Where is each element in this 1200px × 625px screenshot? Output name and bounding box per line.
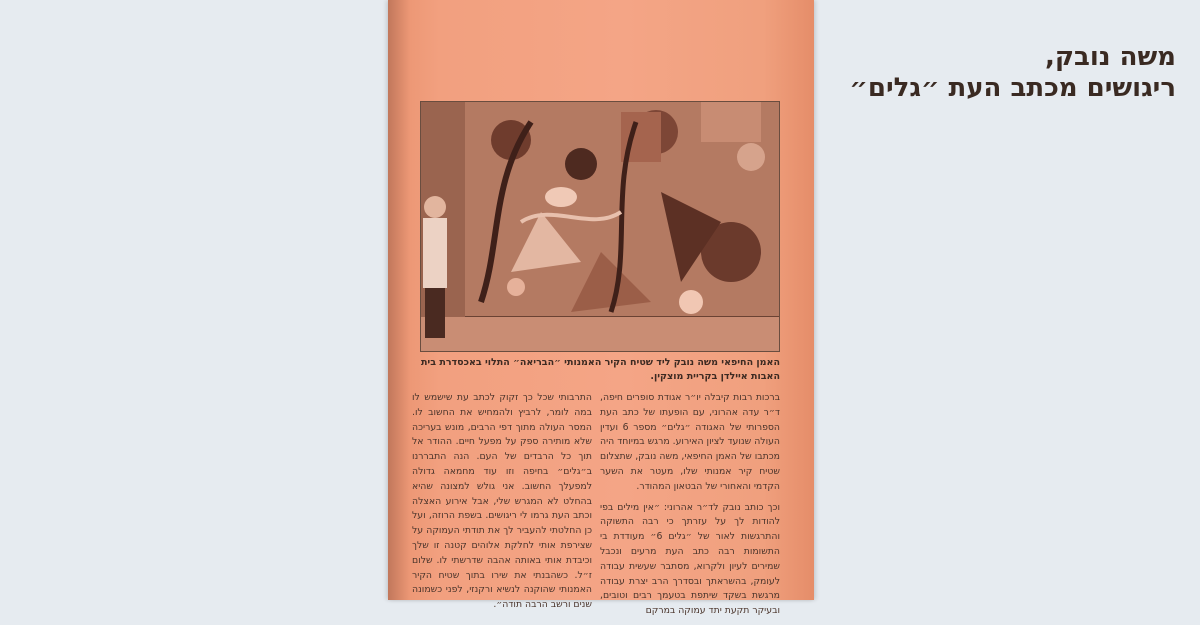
article-column-left bbox=[412, 391, 592, 619]
tapestry-photo-illustration bbox=[421, 102, 779, 351]
article-photo bbox=[420, 101, 780, 352]
page-shadow bbox=[388, 0, 410, 600]
paragraph: התרבותי שכל כך זקוק לכתב עת שישמש לו במה לומר, לרביץ ולהמחיש את החשוב לו. המסר העולה מתוך דפי הרבים, מונש בעריכה שלא מותירה ספק על מפעל חיים. ההודר אל תוך כל הרבדים של העם. הנה התבררנו ב״גלים״ בחיפה וזו עוד מחמאה גדולה למפעלך החשוב. אני גולש למצונה שהיא בהחלט לא המגרש שלי, אבל אירוע האצלה וכתב העת גרמו לי ריגושים. בשפת הרוזה, ועל כן החלטתי להעביר לך את תודתי העמוקה על שצירפת אותי לחלקת אלוהים קטנה זו שלך וכיבדת אותי באותה אהבה שדרשתי לו. שלום ז״ל. כשהבנתי את שירו בתוך שטיח הקיר האמנותי שהוקנה לנשיא ורקנזי, לפני כשמונה שנים ורשב הרבה תודה״. bbox=[412, 392, 592, 611]
photo-caption: האמן החיפאי משה נובק ליד שטיח הקיר האמנותי ״הבריאה״ התלוי באכסדרת בית האבות איילדן בקריית מוצקין. bbox=[420, 357, 780, 382]
headline-line-2: ריגושים מכתב העת ״גלים״ bbox=[849, 73, 1176, 103]
article-headline bbox=[806, 42, 1176, 104]
headline-line-1: משה נובק, bbox=[1044, 42, 1176, 72]
paragraph: וכך כותב נובק לד״ר אהרוני: ״אין מילים בפי להודות לך על עזרתך כי רבה התשוקה והתרגשות לאור של ״גלים 6״ מעודדת בי התשומות רבה כתב העת מרעים ונכבל שמירים לעיון ולקרוא, מסתבר שעשית עבודה לעומק, בהשראתך ובסדרך הרב יצרת עבודה מרגשת בשקד שיתפת בטעמך רבים וטובים, ובעיקר תקעת יתד עמוקה במרקם bbox=[600, 501, 780, 617]
article-column-right bbox=[600, 391, 780, 625]
paragraph: ברכות רבות קיבלה יו״ר אגודת סופרים חיפה, ד״ר עדה אהרוני, עם הופעתו של כתב העת הספרותי של האגודה ״גלים״ מספר 6 ועדין העולה שנועד לציון האירוע. מרגש במיוחד היה מכתבו של האמן החיפאי, משה נובק, שתצלום שטיח קיר אמנותי שלו, מעטר את השער הקדמי והאחורי של הבטאון המהודר. bbox=[600, 392, 780, 492]
